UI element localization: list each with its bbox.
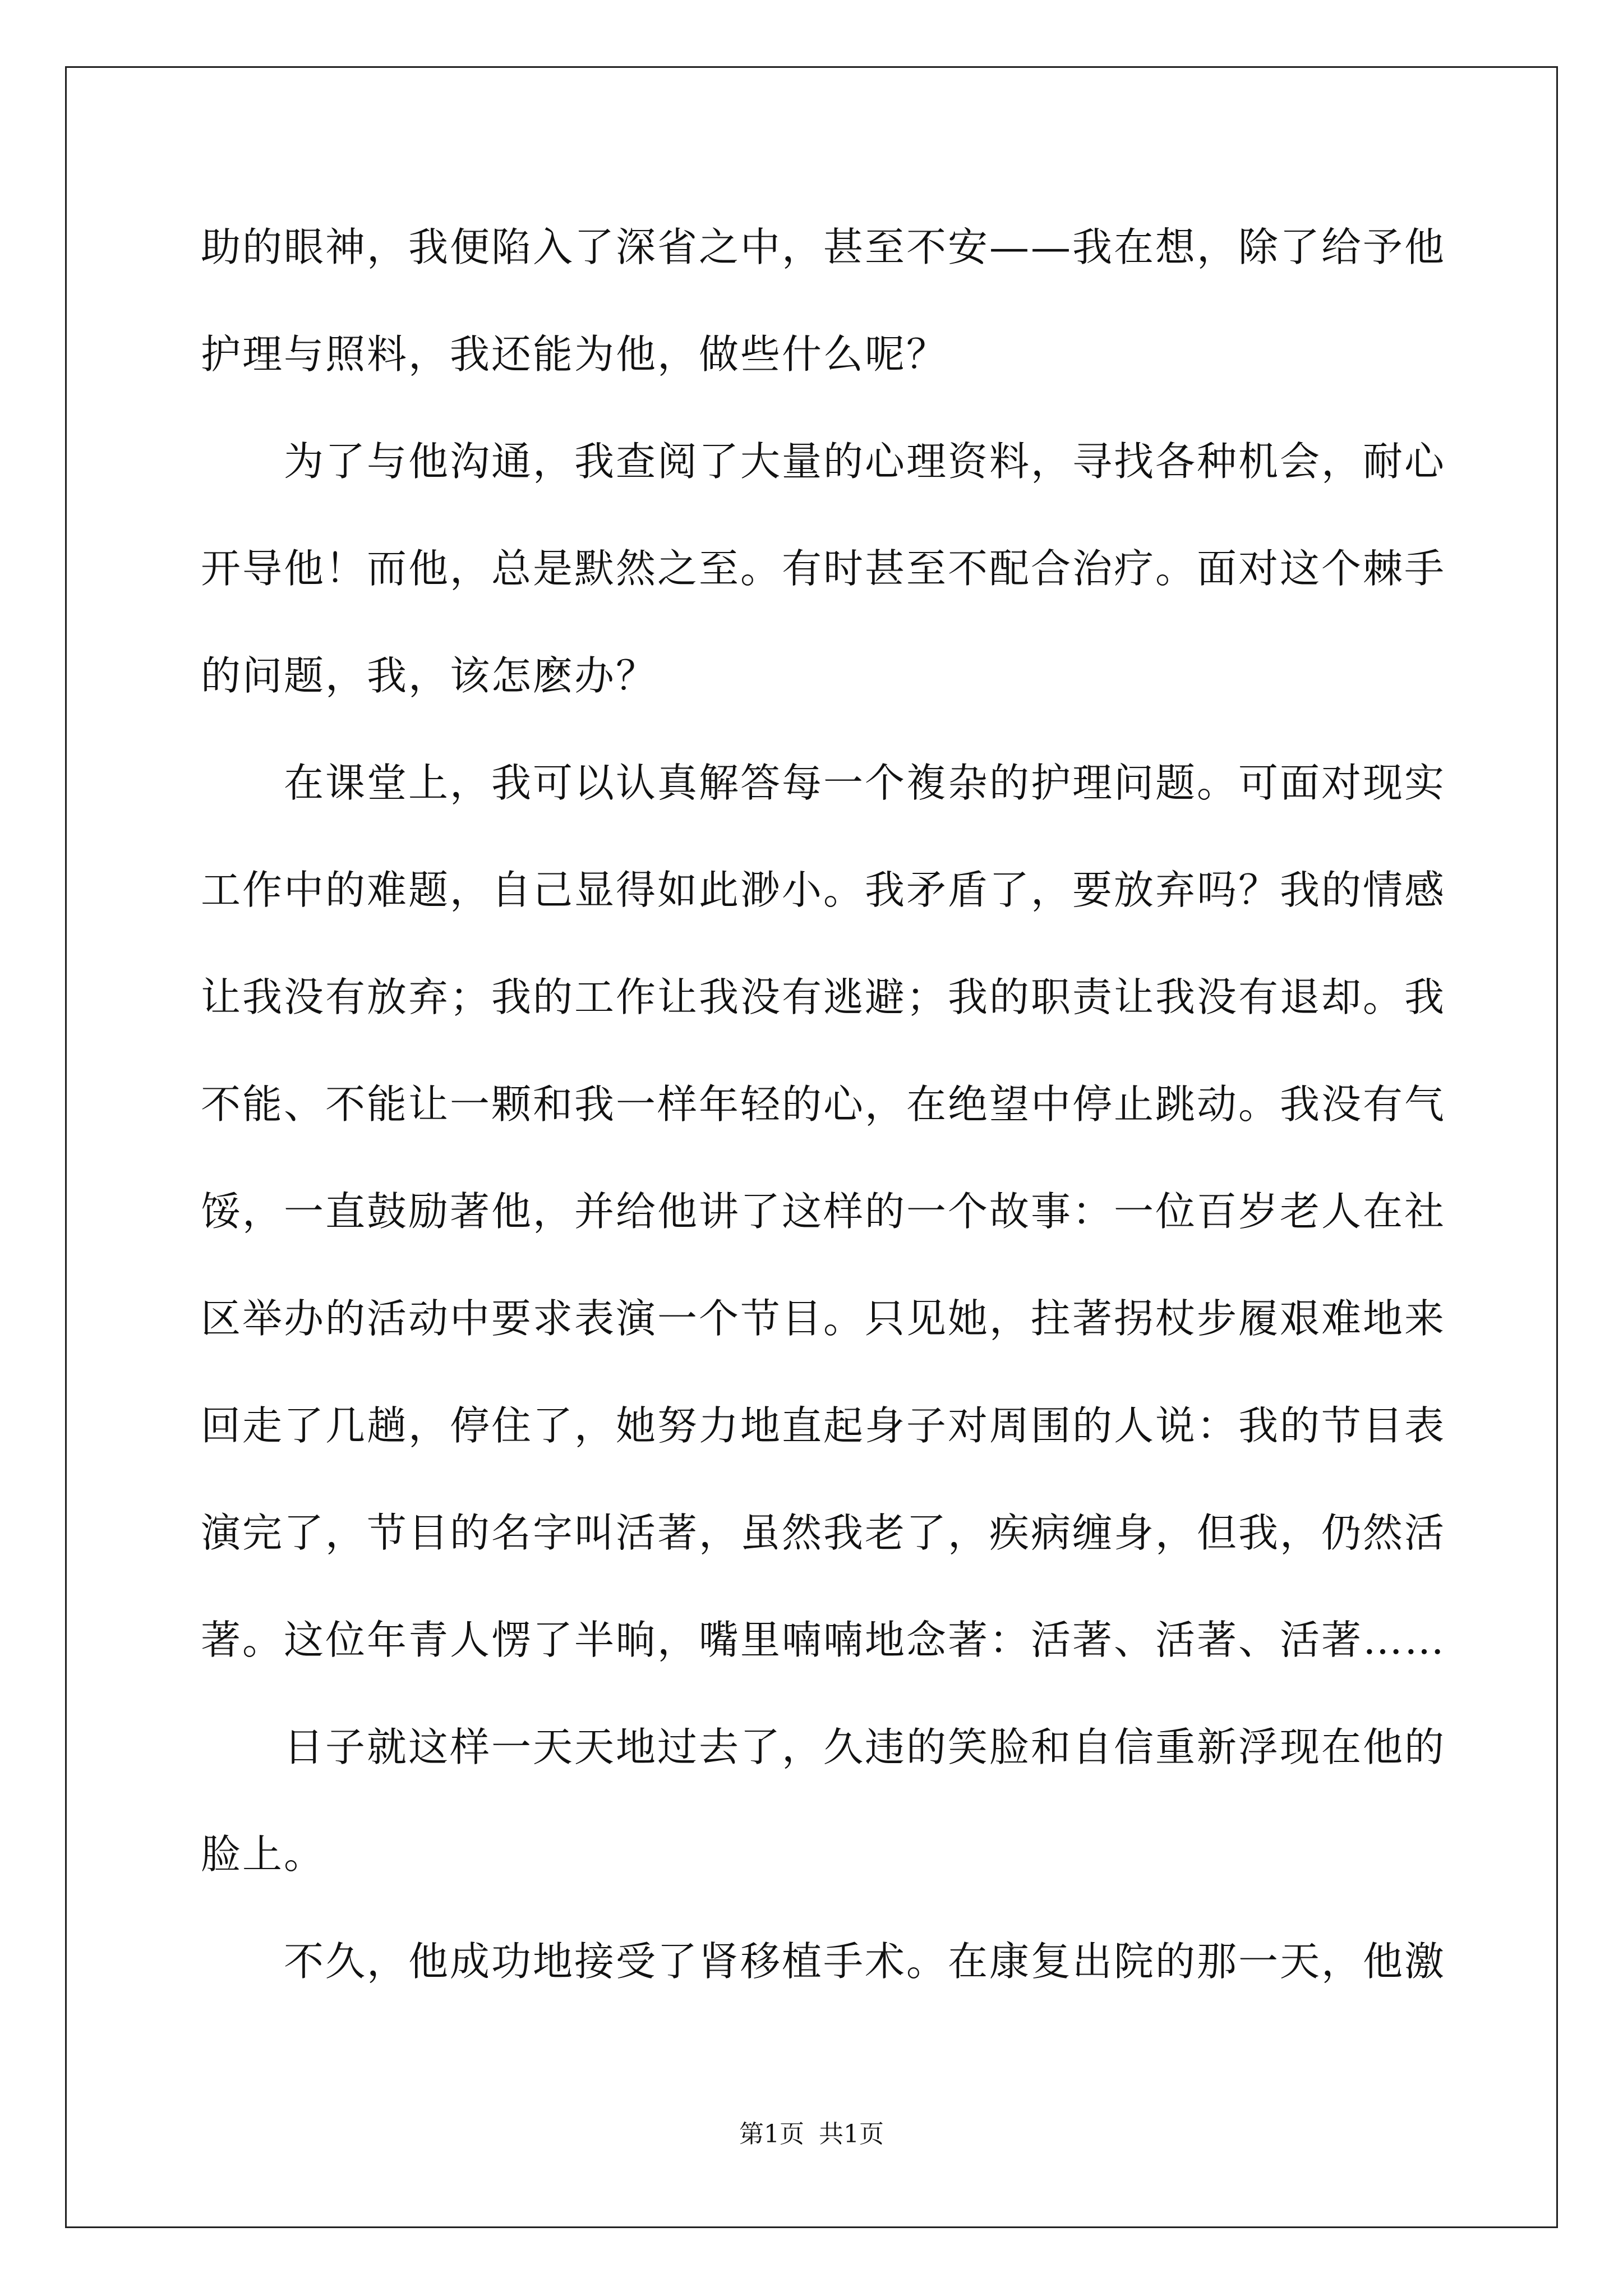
body-line: 日子就这样一天天地过去了，久违的笑脸和自信重新浮现在他的 <box>201 1724 1446 1770</box>
body-line: 不久，他成功地接受了肾移植手术。在康复出院的那一天，他激 <box>201 1938 1446 1985</box>
body-line: 助的眼神，我便陷入了深省之中，甚至不安——我在想，除了给予他 <box>201 224 1446 270</box>
body-line: 区举办的活动中要求表演一个节目。只见她，拄著拐杖步履艰难地来 <box>201 1295 1446 1342</box>
body-line: 回走了几趟，停住了，她努力地直起身子对周围的人说：我的节目表 <box>201 1402 1446 1449</box>
body-line: 著。这位年青人愣了半晌，嘴里喃喃地念著：活著、活著、活著…… <box>201 1617 1446 1663</box>
body-line: 演完了，节目的名字叫活著，虽然我老了，疾病缠身，但我，仍然活 <box>201 1510 1446 1556</box>
body-line: 不能、不能让一颗和我一样年轻的心，在绝望中停止跳动。我没有气 <box>201 1081 1446 1128</box>
body-line: 为了与他沟通，我查阅了大量的心理资料，寻找各种机会，耐心 <box>201 438 1446 485</box>
body-line: 在课堂上，我可以认真解答每一个複杂的护理问题。可面对现实 <box>201 760 1446 806</box>
body-line: 馁，一直鼓励著他，并给他讲了这样的一个故事：一位百岁老人在社 <box>201 1188 1446 1235</box>
body-line: 护理与照料，我还能为他，做些什么呢？ <box>201 331 948 378</box>
body-line: 的问题，我，该怎麽办？ <box>201 652 658 699</box>
page-number-total: 共1页 <box>819 2120 884 2148</box>
body-line: 开导他！而他，总是默然之至。有时甚至不配合治疗。面对这个棘手 <box>201 545 1446 592</box>
body-line: 让我没有放弃；我的工作让我没有逃避；我的职责让我没有退却。我 <box>201 974 1446 1020</box>
page-footer <box>0 2118 1623 2151</box>
page-border <box>65 66 1558 2228</box>
page-number-current: 第1页 <box>739 2120 804 2148</box>
body-line: 脸上。 <box>201 1831 326 1878</box>
body-line: 工作中的难题，自己显得如此渺小。我矛盾了，要放弃吗？我的情感 <box>201 867 1446 913</box>
